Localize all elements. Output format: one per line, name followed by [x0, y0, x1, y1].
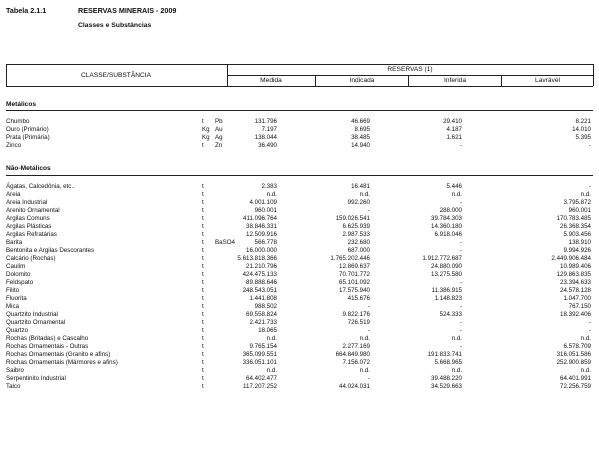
table-row: [6, 263, 593, 271]
cell-indicada: 687.000: [347, 247, 370, 255]
table-row: [6, 247, 593, 255]
cell-medida: 336.051.101: [242, 359, 277, 367]
table-row: [6, 359, 593, 367]
cell-inferida: 39.488.220: [431, 375, 462, 383]
cell-lavravel: 2.449.906.484: [551, 255, 591, 263]
cell-unit: t: [202, 343, 204, 351]
cell-inferida: 6.918.046: [434, 231, 462, 239]
cell-indicada: -: [367, 327, 370, 335]
cell-unit: Kg: [202, 126, 210, 134]
cell-unit: t: [202, 335, 204, 343]
cell-substance: Quartzito Industrial: [6, 311, 58, 319]
cell-inferida: n.d.: [451, 191, 462, 199]
table-subtitle: Classes e Substâncias: [78, 22, 152, 29]
cell-indicada: 17.575.940: [339, 287, 370, 295]
cell-lavravel: 316.051.586: [556, 351, 591, 359]
cell-substance: Prata (Primária): [6, 134, 50, 142]
cell-medida: 960.001: [254, 207, 277, 215]
cell-substance: Filito: [6, 287, 20, 295]
cell-lavravel: 767.150: [568, 303, 591, 311]
header-bottom-rule: [6, 86, 593, 87]
table-row: [6, 239, 593, 247]
cell-lavravel: 26.368.354: [560, 223, 591, 231]
table-row: [6, 183, 593, 191]
cell-substance: Rochas Ornamentais (Mármores e afins): [6, 359, 118, 367]
cell-indicada: 232.680: [347, 239, 370, 247]
cell-lavravel: 6.578.709: [563, 343, 591, 351]
cell-lavravel: 960.001: [568, 207, 591, 215]
cell-lavravel: 8.221: [575, 118, 591, 125]
table-row: [6, 327, 593, 335]
cell-unit: t: [202, 207, 204, 215]
cell-lavravel: -: [588, 319, 591, 327]
table-label: Tabela 2.1.1: [6, 6, 47, 15]
section-title-nao-metalicos: Não-Metálicos: [6, 165, 51, 172]
cell-lavravel: 5.395: [575, 134, 591, 142]
cell-lavravel: n.d.: [580, 335, 591, 343]
cell-medida: 64.402.477: [246, 375, 277, 383]
cell-substance: Serpentinito Industrial: [6, 375, 66, 383]
cell-inferida: 13.275.580: [431, 271, 462, 279]
cell-lavravel: 3.795.872: [563, 199, 591, 207]
cell-substance: Saibro: [6, 367, 24, 375]
cell-medida: 424.475.133: [242, 271, 277, 279]
cell-substance: Calcário (Rochas): [6, 255, 56, 263]
cell-lavravel: n.d.: [580, 367, 591, 375]
cell-substance: Ouro (Primário): [6, 126, 49, 134]
column-header-indicada: Indicada: [349, 77, 375, 84]
cell-indicada: 8.695: [354, 126, 370, 134]
cell-inferida: -: [459, 319, 462, 327]
cell-lavravel: n.d.: [580, 191, 591, 199]
cell-indicada: 1.765.202.446: [330, 255, 370, 263]
column-header-classe: CLASSE/SUBSTÂNCIA: [81, 72, 151, 79]
cell-substance: Areia Industrial: [6, 199, 48, 207]
cell-unit: t: [202, 287, 204, 295]
cell-indicada: n.d.: [359, 191, 370, 199]
cell-substance: Caulim: [6, 263, 26, 271]
cell-medida: 131.796: [254, 118, 277, 125]
cell-lavravel: 138.910: [568, 239, 591, 247]
cell-lavravel: -: [588, 142, 591, 150]
cell-inferida: -: [459, 239, 462, 247]
cell-medida: 7.197: [261, 126, 277, 134]
table-row: [6, 126, 593, 134]
cell-medida: 5.613.818.366: [237, 255, 277, 263]
cell-medida: n.d.: [266, 335, 277, 343]
cell-substance: Argilas Comuns: [6, 215, 50, 223]
cell-unit: t: [202, 215, 204, 223]
table-title: RESERVAS MINERAIS - 2009: [78, 6, 177, 15]
cell-lavravel: 24.578.128: [560, 287, 591, 295]
cell-inferida: 34.529.663: [431, 383, 462, 391]
cell-inferida: -: [459, 247, 462, 255]
cell-substance: Talco: [6, 383, 21, 391]
cell-unit: t: [202, 263, 204, 271]
cell-unit: t: [202, 295, 204, 303]
cell-medida: 248.543.051: [242, 287, 277, 295]
cell-indicada: 16.481: [351, 183, 370, 190]
cell-indicada: 14.940: [351, 142, 370, 150]
cell-lavravel: 64.401.991: [560, 375, 591, 383]
table-row: [6, 279, 593, 287]
cell-substance: Feldspato: [6, 279, 34, 287]
table-row: [6, 271, 593, 279]
table-row: [6, 223, 593, 231]
table-body-metalicos: [6, 118, 593, 150]
cell-unit: t: [202, 303, 204, 311]
cell-unit: t: [202, 231, 204, 239]
cell-inferida: 1.621: [446, 134, 462, 142]
cell-indicada: 2.987.533: [342, 231, 370, 239]
cell-inferida: 4.187: [446, 126, 462, 134]
cell-substance: Arenito Ornamental: [6, 207, 60, 215]
cell-inferida: 1.148.823: [434, 295, 462, 303]
cell-medida: n.d.: [266, 367, 277, 375]
cell-inferida: -: [459, 279, 462, 287]
cell-indicada: 726.519: [347, 319, 370, 327]
cell-lavravel: 5.903.456: [563, 231, 591, 239]
cell-medida: 4.001.109: [249, 199, 277, 207]
table-row: [6, 343, 593, 351]
cell-unit: t: [202, 142, 204, 150]
cell-indicada: -: [367, 303, 370, 311]
cell-unit: t: [202, 367, 204, 375]
cell-unit: t: [202, 255, 204, 263]
cell-substance: Ágatas, Calcedônia, etc..: [6, 183, 75, 190]
table-row: [6, 303, 593, 311]
table-row: [6, 295, 593, 303]
cell-indicada: n.d.: [359, 335, 370, 343]
cell-indicada: 9.822.176: [342, 311, 370, 319]
cell-lavravel: 252.900.859: [556, 359, 591, 367]
cell-unit: t: [202, 199, 204, 207]
cell-unit: Kg: [202, 134, 210, 142]
cell-substance: Bentonita e Argilas Descorantes: [6, 247, 95, 255]
cell-indicada: 46.669: [351, 118, 370, 125]
cell-inferida: 24.880.090: [431, 263, 462, 271]
table-body-nao-metalicos: [6, 183, 593, 391]
cell-medida: 18.065: [258, 327, 277, 335]
cell-inferida: -: [459, 343, 462, 351]
cell-inferida: 524.333: [439, 311, 462, 319]
cell-symbol: Zn: [215, 142, 223, 150]
cell-inferida: 1.912.772.687: [422, 255, 462, 263]
cell-substance: Fluorita: [6, 295, 27, 303]
cell-lavravel: -: [588, 183, 591, 190]
cell-inferida: 5.668.965: [434, 359, 462, 367]
cell-lavravel: 18.392.406: [560, 311, 591, 319]
cell-medida: 566.778: [254, 239, 277, 247]
cell-indicada: 415.676: [347, 295, 370, 303]
cell-lavravel: 72.256.759: [560, 383, 591, 391]
cell-substance: Rochas Ornamentais - Outras: [6, 343, 89, 351]
cell-unit: t: [202, 118, 204, 125]
cell-unit: t: [202, 183, 204, 190]
cell-unit: t: [202, 383, 204, 391]
cell-unit: t: [202, 279, 204, 287]
section-rule-nao-metalicos: [6, 175, 593, 176]
cell-substance: Areia: [6, 191, 21, 199]
column-header-lavravel: Lavrável: [535, 77, 560, 84]
table-row: [6, 375, 593, 383]
section-rule-metalicos: [6, 110, 593, 111]
cell-indicada: 70.701.772: [339, 271, 370, 279]
cell-lavravel: 14.010: [572, 126, 591, 134]
table-row: [6, 319, 593, 327]
table-row: [6, 367, 593, 375]
table-row: [6, 311, 593, 319]
section-title-metalicos: Metálicos: [6, 101, 37, 108]
cell-indicada: -: [367, 375, 370, 383]
cell-inferida: n.d.: [451, 367, 462, 375]
cell-lavravel: 9.994.926: [563, 247, 591, 255]
cell-substance: Quartzo: [6, 327, 29, 335]
cell-unit: t: [202, 191, 204, 199]
cell-substance: Argilas Refratárias: [6, 231, 57, 239]
cell-medida: 411.096.764: [243, 215, 277, 223]
cell-medida: 89.888.646: [246, 279, 277, 287]
cell-symbol: BaSO4: [215, 239, 235, 247]
table-row: [6, 191, 593, 199]
cell-inferida: n.d.: [451, 335, 462, 343]
cell-medida: 1.441.808: [249, 295, 277, 303]
table-row: [6, 231, 593, 239]
cell-unit: t: [202, 359, 204, 367]
cell-inferida: 14.360.180: [431, 223, 462, 231]
cell-lavravel: 10.989.406: [560, 263, 591, 271]
cell-unit: t: [202, 239, 204, 247]
cell-lavravel: 170.783.485: [556, 215, 591, 223]
cell-medida: 988.502: [254, 303, 277, 311]
cell-indicada: 38.485: [351, 134, 370, 142]
cell-medida: 138.044: [254, 134, 277, 142]
table-row: [6, 335, 593, 343]
cell-unit: t: [202, 351, 204, 359]
table-row: [6, 255, 593, 263]
cell-medida: 2.421.733: [249, 319, 277, 327]
cell-medida: 21.210.796: [246, 263, 277, 271]
header-right-border: [593, 64, 594, 86]
cell-medida: n.d.: [266, 191, 277, 199]
table-row: [6, 207, 593, 215]
cell-unit: t: [202, 311, 204, 319]
cell-unit: t: [202, 247, 204, 255]
cell-inferida: 11.386.915: [431, 287, 462, 295]
cell-medida: 69.558.824: [246, 311, 277, 319]
cell-substance: Argilas Plásticas: [6, 223, 52, 231]
cell-indicada: 664.849.980: [335, 351, 370, 359]
cell-substance: Mica: [6, 303, 20, 311]
column-header-medida: Medida: [260, 77, 282, 84]
cell-indicada: 7.156.072: [342, 359, 370, 367]
cell-indicada: 65.101.092: [339, 279, 370, 287]
cell-unit: t: [202, 223, 204, 231]
table-row: [6, 351, 593, 359]
cell-inferida: 39.784.303: [431, 215, 462, 223]
table-row: [6, 215, 593, 223]
cell-inferida: 5.446: [446, 183, 462, 190]
cell-unit: t: [202, 327, 204, 335]
cell-medida: 12.509.916: [246, 231, 277, 239]
cell-substance: Rochas Ornamentais (Granito e afins): [6, 351, 111, 359]
table-row: [6, 199, 593, 207]
cell-lavravel: -: [588, 327, 591, 335]
cell-substance: Dolomito: [6, 271, 31, 279]
cell-indicada: 2.277.169: [342, 343, 370, 351]
cell-indicada: 159.026.541: [335, 215, 370, 223]
cell-inferida: -: [459, 303, 462, 311]
table-row: [6, 383, 593, 391]
cell-inferida: -: [459, 142, 462, 150]
cell-inferida: 288.000: [439, 207, 462, 215]
table-row: [6, 134, 593, 142]
cell-lavravel: 23.394.633: [560, 279, 591, 287]
table-row: [6, 142, 593, 150]
cell-unit: t: [202, 375, 204, 383]
cell-substance: Zinco: [6, 142, 22, 150]
cell-unit: t: [202, 319, 204, 327]
cell-substance: Rochas (Britadas) e Cascalho: [6, 335, 89, 343]
reservas-rule: [227, 75, 593, 76]
cell-inferida: -: [459, 327, 462, 335]
cell-substance: Chumbo: [6, 118, 30, 125]
cell-indicada: 44.024.031: [339, 383, 370, 391]
cell-medida: 117.207.252: [243, 383, 277, 391]
cell-symbol: Pb: [215, 118, 223, 125]
cell-medida: 9.765.154: [249, 343, 277, 351]
header-top-rule: [6, 64, 593, 65]
cell-medida: 2.383: [261, 183, 277, 190]
cell-inferida: -: [459, 199, 462, 207]
table-row: [6, 287, 593, 295]
cell-indicada: -: [367, 207, 370, 215]
cell-lavravel: 129.863.835: [556, 271, 591, 279]
table-row: [6, 118, 593, 126]
cell-indicada: 6.625.939: [342, 223, 370, 231]
cell-lavravel: 1.047.700: [563, 295, 591, 303]
cell-substance: Quartzito Ornamental: [6, 319, 66, 327]
cell-medida: 365.099.551: [242, 351, 277, 359]
column-header-reservas: RESERVAS (1): [387, 66, 433, 73]
cell-inferida: 29.410: [443, 118, 462, 125]
cell-indicada: 12.869.637: [339, 263, 370, 271]
cell-medida: 16.000.000: [246, 247, 277, 255]
cell-indicada: 992.260: [347, 199, 370, 207]
cell-symbol: Au: [215, 126, 223, 134]
cell-substance: Barita: [6, 239, 23, 247]
cell-medida: 38.846.331: [246, 223, 277, 231]
cell-symbol: Ag: [215, 134, 223, 142]
cell-inferida: 191.833.741: [427, 351, 462, 359]
cell-medida: 36.490: [258, 142, 277, 150]
cell-indicada: n.d.: [359, 367, 370, 375]
column-header-inferida: Inferida: [444, 77, 466, 84]
cell-unit: t: [202, 271, 204, 279]
